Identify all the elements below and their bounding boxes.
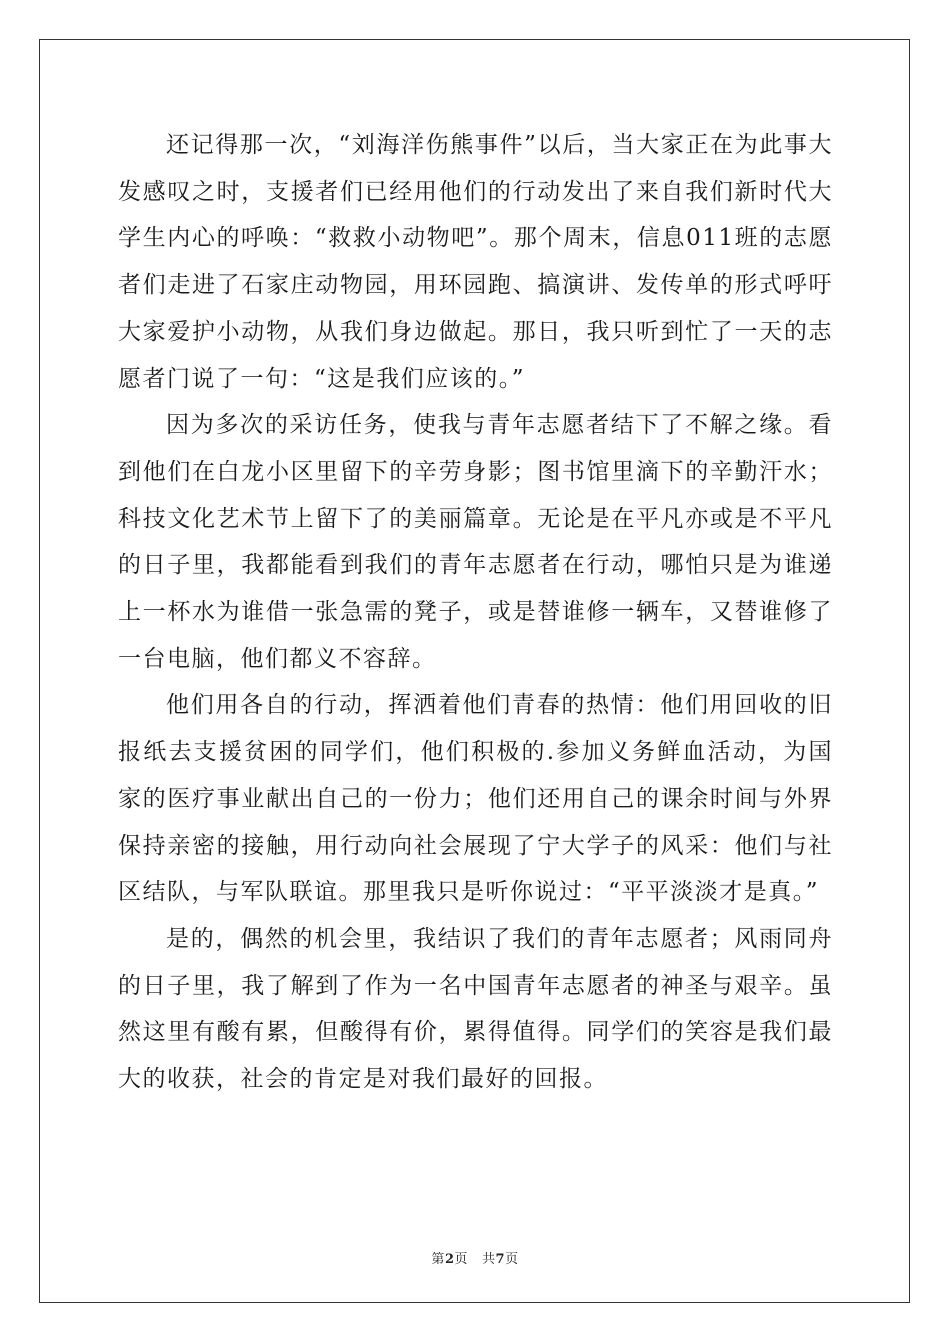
paragraph-2: 因为多次的采访任务，使我与青年志愿者结下了不解之缘。看到他们在白龙小区里留下的辛劳身影；图书馆里滴下的辛勤汗水；科技文化艺术节上留下了的美丽篇章。无论是在平凡亦或是不平凡的日子里，我都能看到我们的青年志愿者在行动，哪怕只是为谁递上一杯水为谁借一张急需的凳子，或是替谁修一辆车，又替谁修了一台电脑，他们都义不容辞。 [118, 412, 833, 672]
paragraph-3: 他们用各自的行动，挥洒着他们青春的热情：他们用回收的旧报纸去支援贫困的同学们，他们积极的.参加义务鲜血活动，为国家的医疗事业献出自己的一份力；他们还用自己的课余时间与外界保持亲密的接触，用行动向社会展现了宁大学子的风采：他们与社区结队，与军队联谊。那里我只是听你说过：“平平淡淡才是真。” [118, 692, 833, 906]
page-footer [0, 1248, 950, 1267]
paragraph-4: 是的，偶然的机会里，我结识了我们的青年志愿者；风雨同舟的日子里，我了解到了作为一名中国青年志愿者的神圣与艰辛。虽然这里有酸有累，但酸得有价，累得值得。同学们的笑容是我们最大的收获，社会的肯定是对我们最好的回报。 [118, 925, 833, 1093]
footer-prefix: 第 [431, 1252, 445, 1267]
document-body [118, 122, 833, 1103]
total-pages-number: 7 [495, 1252, 506, 1267]
paragraph-1: 还记得那一次，“刘海洋伤熊事件”以后，当大家正在为此事大发感叹之时，支援者们已经用他们的行动发出了来自我们新时代大学生内心的呼唤：“救救小动物吧”。那个周末，信息011班的志愿者们走进了石家庄动物园，用环园跑、搞演讲、发传单的形式呼吁大家爱护小动物，从我们身边做起。那日，我只听到忙了一天的志愿者门说了一句：“这是我们应该的。” [118, 132, 833, 392]
footer-page-suffix: 页 [454, 1252, 468, 1267]
current-page-number: 2 [444, 1252, 455, 1267]
footer-total-prefix: 共 [482, 1252, 496, 1267]
footer-total-suffix: 页 [505, 1252, 519, 1267]
